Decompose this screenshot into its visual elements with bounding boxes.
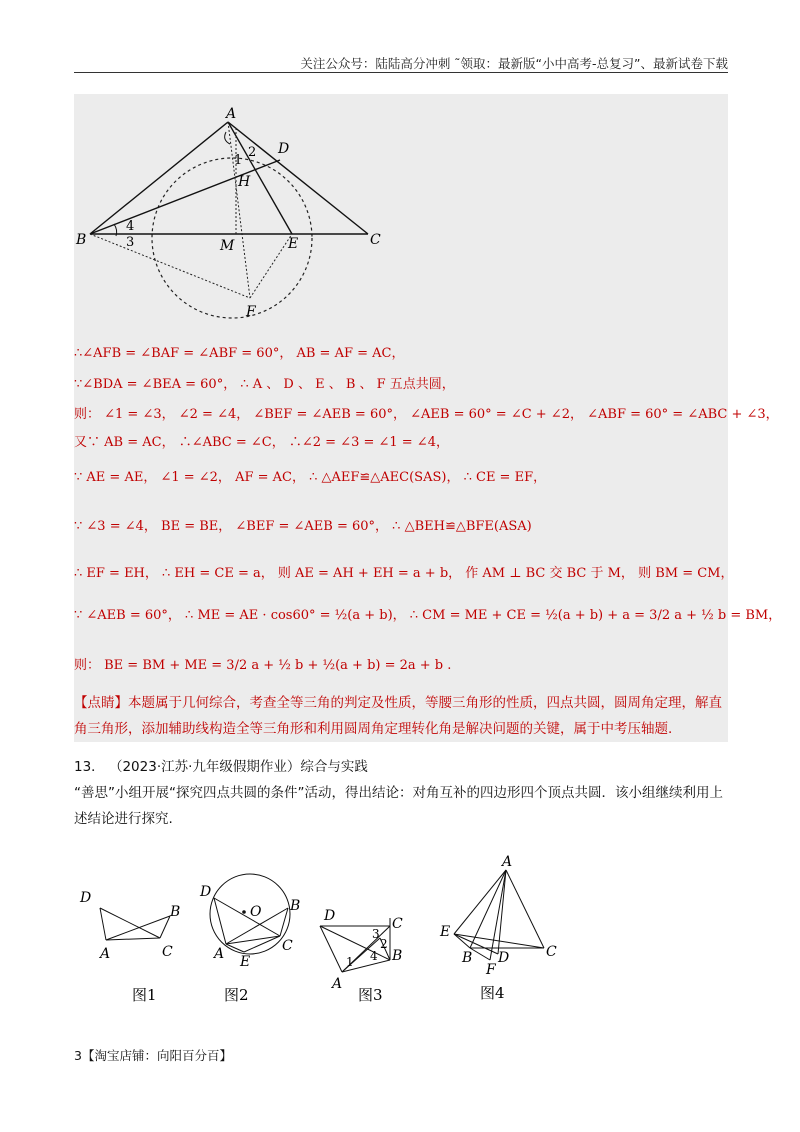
figure-2 bbox=[199, 874, 300, 1004]
solution-line-5: ∵ AE = AE， ∠1 = ∠2， AF = AC， ∴ △AEF≌△AEC(SAS)， ∴ CE = EF， bbox=[74, 470, 547, 485]
fig4-label-B: B bbox=[462, 950, 473, 966]
fig1-label-C: C bbox=[162, 944, 173, 960]
note-text: 本题属于几何综合，考查全等三角的判定及性质，等腰三角形的性质，四点共圆，圆周角定理，解直角三角形，添加辅助线构造全等三角形和利用圆周角定理转化角是解决问题的关键，属于中考压轴题. bbox=[74, 695, 722, 737]
fig3-label-A: A bbox=[332, 976, 343, 992]
fig2-label-B: B bbox=[290, 898, 301, 914]
page-footer bbox=[74, 1046, 232, 1064]
question-body: “善思”小组开展“探究四点共圆的条件”活动，得出结论：对角互补的四边形四个顶点共圆．该小组继续利用上述结论进行探究. bbox=[74, 785, 723, 827]
page-header: 关注公众号：陆陆高分冲刺 ˜领取：最新版“小中高考-总复习”、最新试卷下载 bbox=[300, 56, 728, 71]
fig4-label-C: C bbox=[546, 944, 557, 960]
label-A: A bbox=[226, 106, 237, 122]
label-E: E bbox=[288, 236, 299, 252]
label-C: C bbox=[370, 232, 381, 248]
fig4-label-D: D bbox=[498, 950, 510, 966]
fig3-label-C: C bbox=[392, 916, 403, 932]
footer-shop: 【淘宝店铺：向阳百分百】 bbox=[81, 1048, 232, 1063]
header-rule bbox=[74, 72, 728, 73]
solution-line-9: 则： BE = BM + ME = 3/2 a + ½ b + ½(a + b) = 2a + b . bbox=[74, 658, 452, 673]
fig1-label-D: D bbox=[80, 890, 92, 906]
label-H: H bbox=[238, 174, 251, 190]
question-title: 13． （2023·江苏·九年级假期作业）综合与实践 bbox=[74, 759, 368, 775]
fig3-label-B: B bbox=[392, 948, 403, 964]
fig2-caption: 图2 bbox=[224, 986, 249, 1004]
label-F: F bbox=[246, 304, 256, 320]
geometry-figure-main bbox=[74, 98, 394, 328]
label-B: B bbox=[76, 232, 87, 248]
label-D: D bbox=[278, 141, 290, 157]
fig1-label-A: A bbox=[100, 946, 111, 962]
fig2-label-C: C bbox=[282, 938, 293, 954]
label-angle-1: 1 bbox=[234, 153, 243, 168]
fig3-angle-1: 1 bbox=[346, 955, 354, 969]
figure-3 bbox=[320, 908, 403, 1004]
solution-line-4: 又∵ AB = AC， ∴∠ABC = ∠C， ∴∠2 = ∠3 = ∠1 = ∠4， bbox=[74, 435, 449, 450]
solution-line-2: ∵∠BDA = ∠BEA = 60°， ∴ A 、 D 、 E 、 B 、 F 五点共圆， bbox=[74, 377, 455, 392]
key-point-note bbox=[74, 690, 728, 742]
fig4-label-E: E bbox=[440, 924, 451, 940]
fig3-angle-4: 4 bbox=[370, 949, 378, 963]
solution-line-7: ∴ EF = EH， ∴ EH = CE = a， 则 AE = AH + EH = a + b， 作 AM ⊥ BC 交 BC 于 M， 则 BM = CM， bbox=[74, 566, 734, 581]
label-angle-2: 2 bbox=[248, 145, 257, 160]
label-angle-3: 3 bbox=[126, 235, 135, 250]
fig2-label-O: O bbox=[250, 904, 262, 920]
label-angle-4: 4 bbox=[126, 219, 135, 234]
fig2-label-A: A bbox=[214, 946, 225, 962]
fig1-caption: 图1 bbox=[132, 986, 157, 1004]
solution-line-8: ∵ ∠AEB = 60°， ∴ ME = AE · cos60° = ½(a + b)， ∴ CM = ME + CE = ½(a + b) + a = 3/2 a + ½ b = BM， bbox=[74, 608, 782, 623]
fig3-caption: 图3 bbox=[358, 986, 383, 1004]
figure-1 bbox=[79, 890, 180, 1004]
page-number: 3 bbox=[74, 1048, 82, 1063]
fig4-caption: 图4 bbox=[480, 984, 505, 1002]
solution-line-3: 则： ∠1 = ∠3， ∠2 = ∠4， ∠BEF = ∠AEB = 60°， ∠AEB = 60° = ∠C + ∠2， ∠ABF = 60° = ∠ABC + ∠3， bbox=[74, 407, 779, 422]
fig3-angle-3: 3 bbox=[372, 927, 380, 941]
note-tag: 【点睛】 bbox=[74, 695, 128, 711]
fig2-label-E: E bbox=[240, 954, 251, 970]
figure-4 bbox=[439, 854, 557, 1002]
fig3-angle-2: 2 bbox=[380, 937, 388, 951]
fig3-label-D: D bbox=[324, 908, 336, 924]
solution-line-6: ∵ ∠3 = ∠4， BE = BE， ∠BEF = ∠AEB = 60°， ∴ △BEH≌△BFE(ASA) bbox=[74, 519, 532, 534]
fig2-label-D: D bbox=[200, 884, 212, 900]
label-M: M bbox=[220, 238, 235, 254]
fig4-label-F: F bbox=[486, 962, 496, 978]
solution-line-1: ∴∠AFB = ∠BAF = ∠ABF = 60°， AB = AF = AC， bbox=[74, 346, 405, 361]
fig4-label-A: A bbox=[502, 854, 513, 870]
exploration-figures bbox=[74, 852, 594, 1012]
fig1-label-B: B bbox=[170, 904, 181, 920]
